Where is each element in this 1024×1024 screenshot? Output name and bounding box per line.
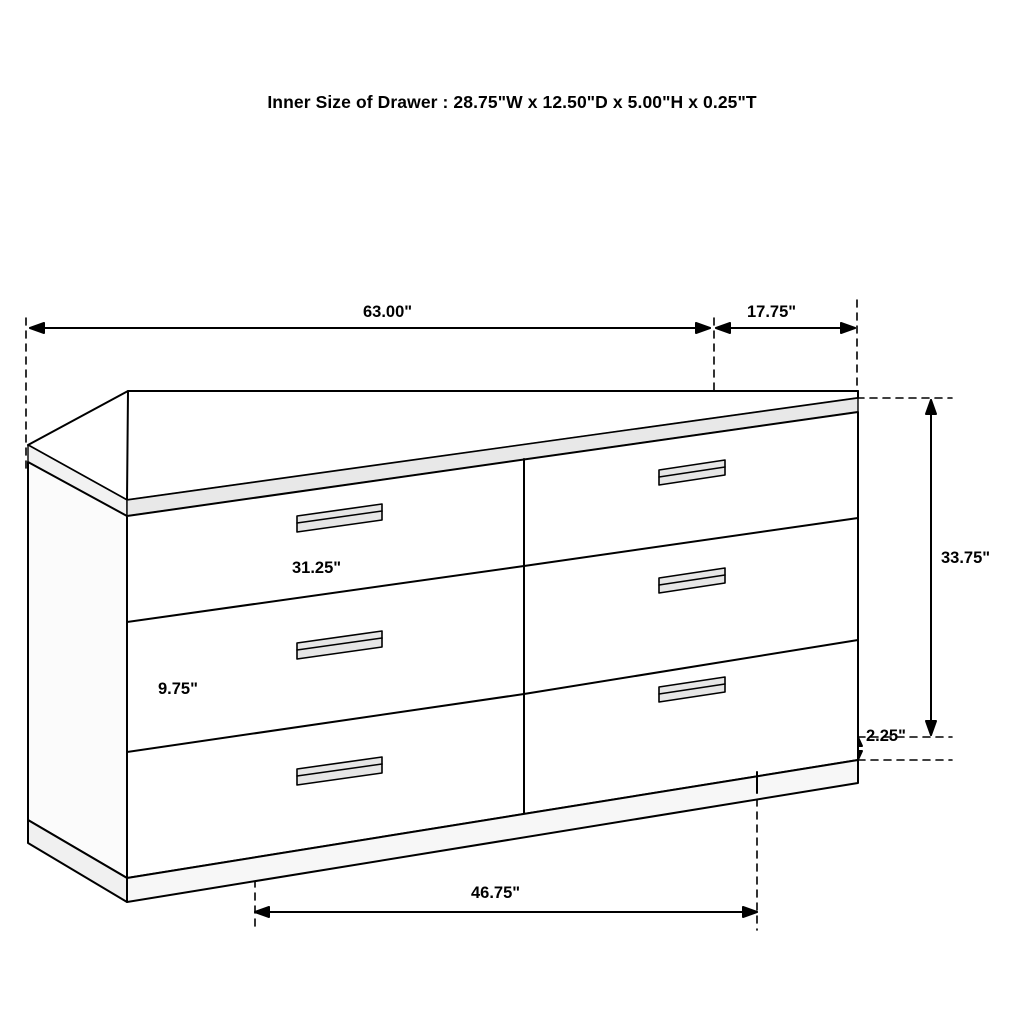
dresser-left-side: [28, 462, 127, 878]
dim-label-drawer-width: 31.25": [292, 559, 342, 577]
dim-overall-height: [926, 400, 936, 735]
dim-label-overall-depth: 17.75": [747, 303, 797, 321]
dim-label-base-height: 2.25": [866, 727, 906, 745]
dim-label-overall-width: 63.00": [363, 303, 413, 321]
dim-label-overall-height: 33.75": [941, 549, 991, 567]
dim-label-base-width: 46.75": [471, 884, 521, 902]
dim-overall-depth: [716, 323, 855, 333]
dim-overall-width: [30, 323, 710, 333]
dim-label-drawer-height: 9.75": [158, 680, 198, 698]
page-title: Inner Size of Drawer : 28.75"W x 12.50"D x 5.00"H x 0.25"T: [267, 92, 757, 112]
